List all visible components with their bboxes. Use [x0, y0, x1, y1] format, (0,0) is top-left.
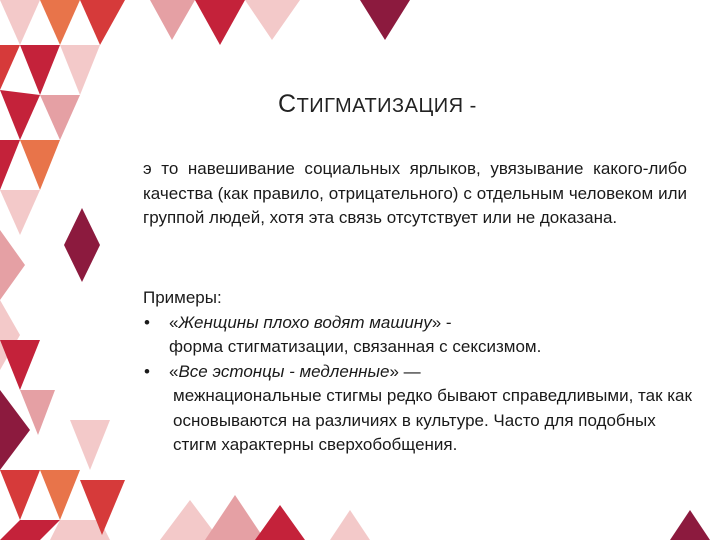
decor-diamond — [64, 208, 100, 282]
example-explanation: межнациональные стигмы редко бывают справедливыми, так как основываются на различиях в культуре. Часто для подобных стигм характерны сверхобобщения. — [173, 386, 692, 454]
decor-triangle — [330, 510, 370, 540]
examples-section — [143, 286, 703, 458]
decor-triangle — [670, 510, 710, 540]
open-quote: « — [169, 361, 179, 381]
decor-triangle — [195, 0, 245, 45]
decor-triangle — [360, 0, 410, 40]
bullet-icon: • — [144, 312, 150, 332]
decor-triangle — [80, 0, 125, 45]
decor-triangle — [40, 470, 80, 520]
decor-triangle — [40, 95, 80, 140]
decor-triangle — [0, 340, 40, 390]
close-quote: » — — [389, 361, 421, 381]
decor-triangle — [0, 230, 25, 300]
title-first-letter: С — [278, 90, 297, 118]
decor-triangle — [0, 0, 40, 45]
examples-heading: Примеры: — [143, 288, 222, 307]
decor-triangle — [245, 0, 300, 40]
decor-triangle — [0, 470, 40, 520]
example-explanation: форма стигматизации, связанная с сексизмом. — [169, 337, 542, 356]
decor-triangle — [70, 420, 110, 470]
decor-triangle — [150, 0, 195, 40]
decor-triangle — [0, 140, 20, 190]
decor-triangle — [0, 190, 40, 235]
example-item — [143, 360, 703, 458]
bullet-icon: • — [144, 361, 150, 381]
title-rest: ТИГМАТИЗАЦИЯ - — [296, 95, 477, 117]
definition-paragraph: э то навешивание социальных ярлыков, увязывание какого-либо качества (как правило, отрицательного) с отдельным человеком или группой людей, хотя эта связь отсутствует или не доказана. — [143, 159, 687, 227]
decor-triangle — [0, 520, 60, 540]
decor-triangle — [205, 495, 265, 540]
decor-triangle — [0, 45, 20, 90]
decor-triangle — [20, 140, 60, 190]
example-quote: Женщины плохо водят машину — [178, 312, 432, 332]
slide-title — [278, 90, 578, 119]
close-quote: » - — [431, 312, 452, 332]
decor-triangle — [0, 90, 40, 140]
decor-triangle — [60, 45, 100, 95]
decor-triangle — [255, 505, 305, 540]
decor-triangle — [20, 45, 60, 95]
decor-triangle — [40, 0, 80, 45]
open-quote: « — [169, 312, 179, 332]
example-quote: Все эстонцы - медленные — [178, 361, 390, 381]
example-item — [143, 311, 703, 360]
